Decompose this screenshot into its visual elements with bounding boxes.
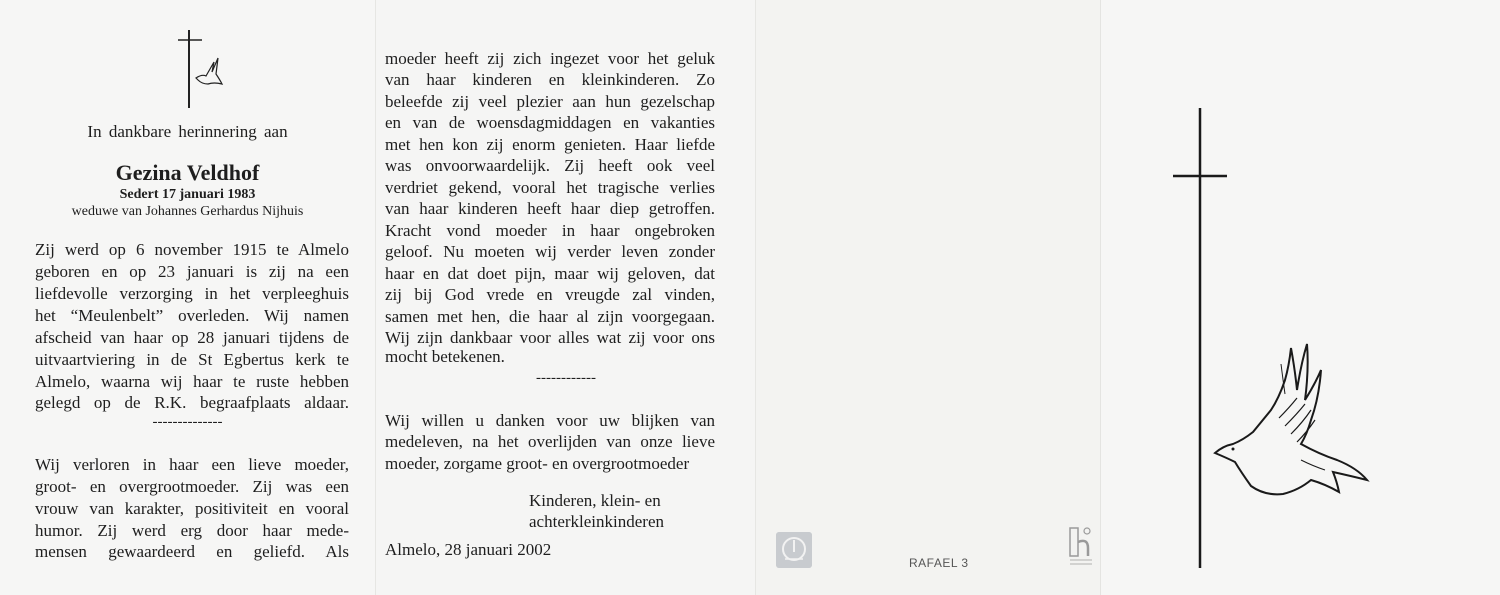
signature-line: Kinderen, klein- en	[529, 491, 661, 510]
body-line: van haar kinderen en kleinkinderen. Zo	[385, 70, 715, 89]
intro-text: In dankbare herinnering aan	[87, 122, 288, 141]
since-date: Sedert 17 januari 1983	[119, 187, 256, 202]
body-line: liefdevolle verzorging in het verpleeghuis	[35, 284, 349, 303]
body-line: medeleven, na het overlijden van onze lieve	[385, 432, 715, 451]
separator: ------------	[536, 370, 596, 386]
card-panel-blank	[755, 0, 1100, 595]
body-line: en van de woensdagmiddagen en vakanties	[385, 113, 715, 132]
body-line: gelegd op de R.K. begraafplaats aldaar.	[35, 393, 349, 412]
body-line: Wij verloren in haar een lieve moeder,	[35, 455, 349, 474]
widow-of-text: weduwe van Johannes Gerhardus Nijhuis	[71, 204, 304, 219]
printer-code: RAFAEL 3	[909, 556, 969, 570]
body-line: vrouw van karakter, positiviteit en vooral	[35, 499, 349, 518]
deceased-name: Gezina Veldhof	[115, 160, 260, 185]
body-line: mensen gewaardeerd en geliefd. Als	[35, 542, 349, 561]
publisher-logo-icon	[1068, 526, 1094, 570]
body-line: moeder, zorgame groot- en overgrootmoeder	[385, 454, 690, 473]
body-line: haar en dat doet pijn, maar wij geloven, dat	[385, 264, 715, 283]
body-line: groot- en overgrootmoeder. Zij was een	[35, 477, 349, 496]
body-line: humor. Zij werd erg door haar mede-	[35, 521, 349, 540]
printer-logo-icon	[776, 532, 812, 568]
separator: --------------	[152, 414, 223, 430]
cross-with-dove-icon	[176, 28, 226, 110]
body-line: met hen kon zij enorm genieten. Haar liefde	[385, 135, 715, 154]
signature-line: achterkleinkinderen	[529, 512, 664, 531]
body-line: uitvaartviering in de St Egbertus kerk te	[35, 350, 349, 369]
body-line: van haar kinderen heeft haar diep getroffen.	[385, 199, 715, 218]
body-line: beleefde zij veel plezier aan hun gezelschap	[385, 92, 715, 111]
card-panel-cover	[1100, 0, 1500, 595]
body-line: geloof. Nu moeten wij verder leven zonder	[385, 242, 715, 261]
body-line: Almelo, waarna wij haar te ruste hebben	[35, 372, 349, 391]
body-line: was onvoorwaardelijk. Zij heeft ook veel	[385, 156, 715, 175]
body-line: zij bij God vrede en vreugde zal vinden,	[385, 285, 715, 304]
body-line: Wij zijn dankbaar voor alles wat zij voor ons	[385, 328, 715, 347]
cross-and-dove-icon	[1161, 108, 1391, 570]
body-line: geboren en op 23 januari is zij na een	[35, 262, 349, 281]
card-panel-left	[0, 0, 375, 595]
body-line: het “Meulenbelt” overleden. Wij namen	[35, 306, 349, 325]
place-date: Almelo, 28 januari 2002	[385, 540, 552, 559]
card-panel-middle	[375, 0, 755, 595]
body-line: moeder heeft zij zich ingezet voor het geluk	[385, 49, 715, 68]
body-line: Kracht vond moeder in haar ongebroken	[385, 221, 715, 240]
body-line: Wij willen u danken voor uw blijken van	[385, 411, 715, 430]
body-line: afscheid van haar op 28 januari tijdens de	[35, 328, 349, 347]
body-line: samen met hen, die haar al zijn voorgegaan.	[385, 307, 715, 326]
body-line: verdriet gekend, vooral het tragische verlies	[385, 178, 715, 197]
body-line: Zij werd op 6 november 1915 te Almelo	[35, 240, 349, 259]
body-line: mocht betekenen.	[385, 347, 505, 366]
